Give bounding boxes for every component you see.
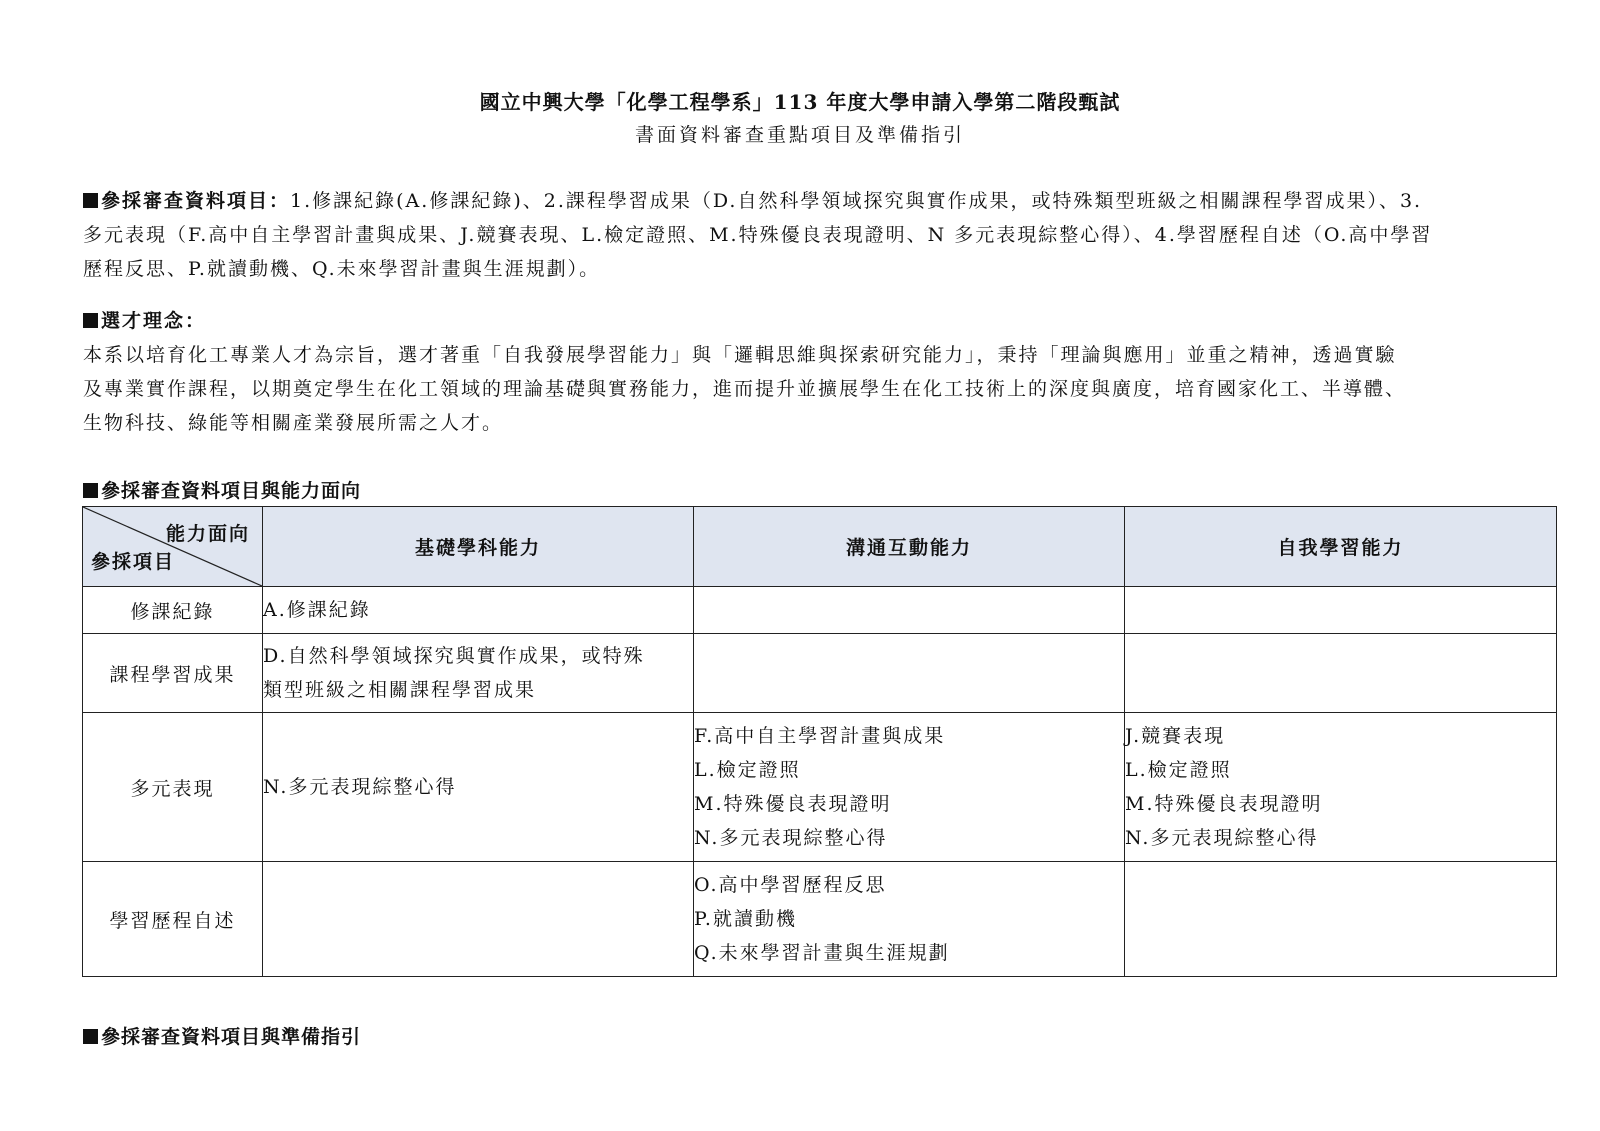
table-row [83,587,1557,634]
table-heading: 參採審查資料項目與能力面向 [83,476,361,503]
table-cell: A.修課紀錄 [263,587,694,634]
square-bullet-icon [83,193,98,208]
guide-heading: 參採審查資料項目與準備指引 [83,1022,361,1049]
philosophy-line: 生物科技、綠能等相關產業發展所需之人才。 [83,412,504,434]
table-cell: D.自然科學領域探究與實作成果，或特殊 類型班級之相關課程學習成果 [263,634,694,713]
column-header: 基礎學科能力 [263,507,694,587]
review-items-line: 1.修課紀錄(A.修課紀錄)、2.課程學習成果（D.自然科學領域探究與實作成果，或特殊類型班級之相關課程學習成果）、3. [290,190,1423,212]
table-header-row [83,507,1557,587]
table-row [83,713,1557,862]
square-bullet-icon [83,313,98,328]
table-cell: O.高中學習歷程反思 P.就讀動機 Q.未來學習計畫與生涯規劃 [694,862,1125,977]
column-header: 溝通互動能力 [694,507,1125,587]
review-items-line: 多元表現（F.高中自主學習計畫與成果、J.競賽表現、L.檢定證照、M.特殊優良表現證明、N 多元表現綜整心得）、4.學習歷程自述（O.高中學習 [83,224,1433,246]
review-items-line: 歷程反思、P.就讀動機、Q.未來學習計畫與生涯規劃）。 [83,258,601,280]
review-items-paragraph [83,184,1523,286]
table-cell: J.競賽表現 L.檢定證照 M.特殊優良表現證明 N.多元表現綜整心得 [1125,713,1557,862]
table-cell: F.高中自主學習計畫與成果 L.檢定證照 M.特殊優良表現證明 N.多元表現綜整心得 [694,713,1125,862]
page-title: 國立中興大學「化學工程學系」113 年度大學申請入學第二階段甄試 [479,90,1121,114]
table-cell [1125,587,1557,634]
table-row [83,634,1557,713]
table-cell [694,634,1125,713]
square-bullet-icon [83,483,98,498]
corner-header-cell [83,507,263,587]
row-item-label: 課程學習成果 [83,634,263,713]
philosophy-paragraph [83,304,1523,440]
philosophy-label: 選才理念： [101,310,207,332]
corner-bottom-label: 參採項目 [91,551,176,573]
row-item-label: 學習歷程自述 [83,862,263,977]
column-header: 自我學習能力 [1125,507,1557,587]
corner-top-label: 能力面向 [165,523,250,545]
table-cell [1125,634,1557,713]
philosophy-line: 及專業實作課程，以期奠定學生在化工領域的理論基礎與實務能力，進而提升並擴展學生在化工技術上的深度與廣度，培育國家化工、半導體、 [83,378,1407,400]
page-subtitle: 書面資料審查重點項目及準備指引 [634,124,965,146]
table-cell [694,587,1125,634]
table-cell [263,862,694,977]
table-row [83,862,1557,977]
philosophy-line: 本系以培育化工專業人才為宗旨，選才著重「自我發展學習能力」與「邏輯思維與探索研究能力」，秉持「理論與應用」並重之精神，透過實驗 [83,344,1397,366]
review-items-label: 參採審查資料項目： [101,190,291,212]
row-item-label: 修課紀錄 [83,587,263,634]
table-cell [1125,862,1557,977]
square-bullet-icon [83,1029,98,1044]
ability-table [82,506,1557,977]
row-item-label: 多元表現 [83,713,263,862]
table-cell: N.多元表現綜整心得 [263,713,694,862]
